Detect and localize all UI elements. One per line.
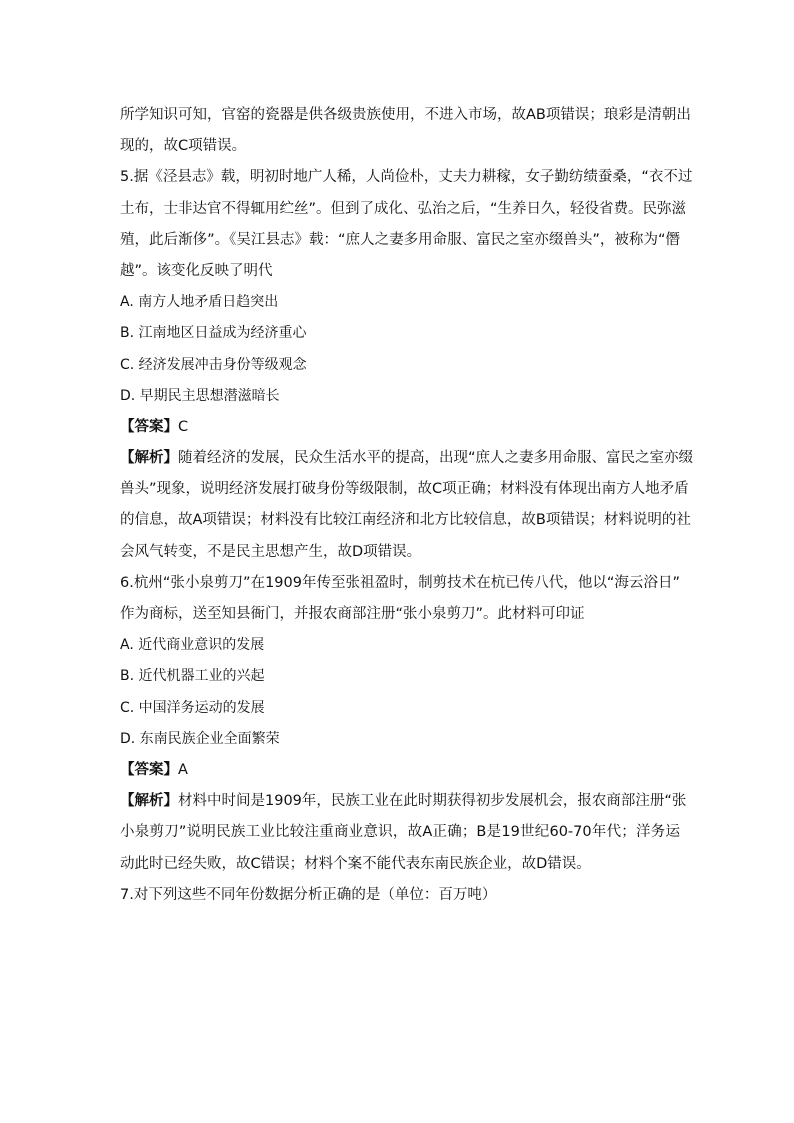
question-6-answer [120, 755, 680, 786]
previous-analysis-line: 所学知识可知，官窑的瓷器是供各级贵族使用，不进入市场，故AB项错误；琅彩是清朝出 [120, 107, 691, 123]
question-6-option-c: C. 中国洋务运动的发展 [120, 699, 265, 716]
question-5-answer [120, 412, 680, 443]
question-6-option-d: D. 东南民族企业全面繁荣 [120, 730, 280, 747]
answer-tag: 【答案】 [120, 418, 178, 435]
question-5-stem-line: 越”。该变化反映了明代 [120, 262, 273, 279]
question-5-stem-line: 土布，士非达官不得辄用纻丝”。但到了成化、弘治之后，“生养日久，轻役省费。民弥滋 [120, 200, 687, 217]
question-6-option-b: B. 近代机器工业的兴起 [120, 668, 265, 685]
question-5-analysis-line: 【解析】随着经济的发展，民众生活水平的提高，出现“庶人之妻多用命服、富民之室亦缀 [120, 450, 694, 467]
answer-value: C [178, 418, 189, 435]
question-5-option-c: C. 经济发展冲击身份等级观念 [120, 356, 307, 373]
question-6-analysis-line: 【解析】材料中时间是1909年，民族工业在此时期获得初步发展机会，报农商部注册“张 [120, 793, 687, 810]
analysis-tag: 【解析】 [120, 793, 178, 810]
answer-tag: 【答案】 [120, 761, 178, 778]
question-5-option-b: B. 江南地区日益成为经济重心 [120, 325, 307, 342]
question-6-stem-line: 6.杭州“张小泉剪刀”在1909年传至张祖盈时，制剪技术在杭已传八代，他以“海云浴日” [120, 574, 680, 591]
previous-analysis-line: 现的，故C项错误。 [120, 138, 247, 155]
question-6-option-a: A. 近代商业意识的发展 [120, 637, 265, 654]
question-5-option-d: D. 早期民主思想潜滋暗长 [120, 387, 280, 404]
question-6-stem-line: 作为商标，送至知县衙门，并报农商部注册“张小泉剪刀”。此材料可印证 [120, 606, 585, 622]
document-body [120, 100, 694, 911]
question-5-analysis-line: 兽头”现象，说明经济发展打破身份等级限制，故C项正确；材料没有体现出南方人地矛盾 [120, 481, 689, 498]
question-5-analysis-line: 的信息，故A项错误；材料没有比较江南经济和北方比较信息，故B项错误；材料说明的社 [120, 512, 691, 529]
analysis-tag: 【解析】 [120, 450, 178, 467]
question-5-option-a: A. 南方人地矛盾日趋突出 [120, 294, 279, 311]
question-5-stem-line: 5.据《泾县志》载，明初时地广人稀，人尚俭朴，丈夫力耕稼，女子勤纺绩蚕桑，“衣不过 [120, 169, 693, 186]
question-6-analysis-line: 动此时已经失败，故C错误；材料个案不能代表东南民族企业，故D错误。 [120, 855, 591, 872]
question-5-stem-line: 殖，此后渐侈”。《吴江县志》载：“庶人之妻多用命服、富民之室亦缀兽头”，被称为“僭 [120, 231, 680, 248]
question-5-analysis-line: 会风气转变，不是民主思想产生，故D项错误。 [120, 543, 422, 560]
question-6-analysis-line: 小泉剪刀”说明民族工业比较注重商业意识，故A正确；B是19世纪60-70年代；洋务运 [120, 824, 680, 841]
answer-value: A [178, 761, 188, 778]
question-7-stem-line: 7.对下列这些不同年份数据分析正确的是（单位：百万吨） [120, 886, 497, 903]
